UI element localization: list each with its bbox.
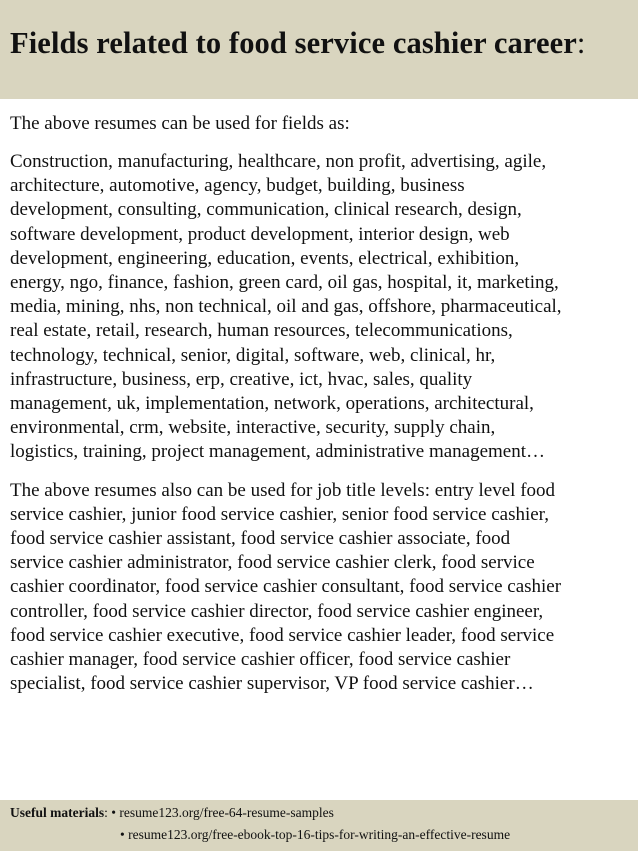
levels-line: cashier manager, food service cashier officer, food service cashier xyxy=(10,649,511,671)
fields-line: environmental, crm, website, interactive, security, supply chain, xyxy=(10,417,496,439)
levels-line: cashier coordinator, food service cashier consultant, food service cashier xyxy=(10,576,562,598)
levels-line: specialist, food service cashier supervisor, VP food service cashier… xyxy=(10,673,534,695)
footer xyxy=(10,802,511,842)
fields-line: energy, ngo, finance, fashion, green card, oil gas, hospital, it, marketing, xyxy=(10,272,559,294)
page-title xyxy=(10,26,585,61)
fields-line: logistics, training, project management, administrative management… xyxy=(10,441,546,463)
levels-line: food service cashier assistant, food service cashier associate, food xyxy=(10,528,511,550)
levels-line: controller, food service cashier director, food service cashier engineer, xyxy=(10,600,544,622)
fields-line: infrastructure, business, erp, creative, ict, hvac, sales, quality xyxy=(10,368,473,390)
page-title-colon: : xyxy=(576,26,586,60)
fields-line: software development, product development, interior design, web xyxy=(10,223,510,245)
page-title-text: Fields related to food service cashier career xyxy=(10,26,577,60)
footer-link-resume-samples[interactable]: • resume123.org/free-64-resume-samples xyxy=(111,805,334,820)
useful-materials-colon: : xyxy=(104,805,108,820)
fields-line: real estate, retail, research, human resources, telecommunications, xyxy=(10,320,513,342)
fields-line: development, consulting, communication, clinical research, design, xyxy=(10,199,522,221)
levels-line: service cashier, junior food service cashier, senior food service cashier, xyxy=(10,503,549,525)
fields-line: technology, technical, senior, digital, software, web, clinical, hr, xyxy=(10,344,496,366)
footer-row xyxy=(10,802,334,824)
useful-materials-label: Useful materials xyxy=(10,805,105,820)
job-levels-paragraph xyxy=(10,479,634,697)
fields-line: media, mining, nhs, non technical, oil and gas, offshore, pharmaceutical, xyxy=(10,296,562,318)
footer-link-ebook[interactable]: • resume123.org/free-ebook-top-16-tips-for-writing-an-effective-resume xyxy=(120,827,511,842)
fields-line: Construction, manufacturing, healthcare, non profit, advertising, agile, xyxy=(10,151,547,172)
levels-line: food service cashier executive, food service cashier leader, food service xyxy=(10,624,555,646)
fields-paragraph xyxy=(10,150,634,465)
levels-line: The above resumes also can be used for job title levels: entry level food xyxy=(10,479,556,501)
fields-line: management, uk, implementation, network, operations, architectural, xyxy=(10,393,534,415)
intro-text: The above resumes can be used for fields as: xyxy=(10,113,350,134)
fields-line: architecture, automotive, agency, budget, building, business xyxy=(10,175,465,197)
levels-line: service cashier administrator, food service cashier clerk, food service xyxy=(10,552,535,574)
fields-line: development, engineering, education, events, electrical, exhibition, xyxy=(10,247,520,269)
content xyxy=(10,112,634,696)
